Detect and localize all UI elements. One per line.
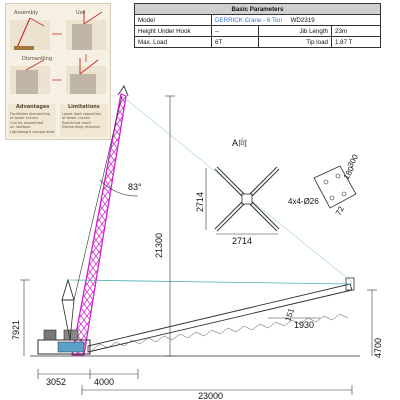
- assembly-label: Assembly: [14, 10, 39, 16]
- height-label: Height Under Hook: [135, 26, 212, 37]
- maxload-value: 6T: [212, 37, 259, 48]
- jib-segment-dimension: [268, 307, 320, 330]
- base-height-dimension: [11, 280, 30, 356]
- limitation-item: Restricted reach: [62, 120, 92, 125]
- model-value: DERRICK Crane - 6 Ton: [215, 16, 282, 24]
- advantage-item: of tower cranes: [10, 116, 39, 121]
- limitations-title: Limitations: [68, 104, 100, 110]
- use-label: Use: [76, 10, 86, 16]
- base-width-2-label: 4000: [94, 377, 115, 387]
- base-width-1-label: 3052: [46, 377, 67, 387]
- bolts-label: 4x4-Ø26: [288, 197, 319, 206]
- view-label: A向: [232, 138, 248, 148]
- view-width-label: 2714: [232, 236, 253, 246]
- model-code: WD2319: [290, 16, 315, 24]
- d72-label: 72: [333, 204, 346, 217]
- jib-small-label: 151: [283, 307, 297, 323]
- hook-height-dimension: [367, 290, 383, 358]
- jib: [88, 278, 354, 352]
- angle-label: 83°: [128, 182, 142, 192]
- bolt-detail: [288, 152, 360, 216]
- advantage-item: Can be assembled: [10, 120, 44, 125]
- height-label: 21300: [154, 232, 164, 258]
- advantage-item: Facilitates dismantling: [10, 112, 51, 116]
- model-label: Model: [135, 15, 212, 26]
- hook-height-label: 4700: [373, 337, 383, 358]
- dismantling-label: Dismantling: [22, 56, 53, 62]
- bottom-dimensions: [38, 369, 352, 400]
- d300-label: 300: [345, 152, 361, 169]
- height-dimension: [154, 96, 175, 356]
- limitation-item: Lower load capacities: [62, 112, 101, 116]
- limitation-item: of tower cranes: [62, 116, 91, 121]
- d180-label: 180: [341, 164, 357, 181]
- height-value: --: [212, 26, 259, 37]
- advantage-item: on rooftops: [10, 125, 31, 130]
- advantages-title: Advantages: [16, 104, 50, 110]
- view-height-label: 2714: [195, 191, 205, 212]
- jib-value: 23m: [332, 26, 381, 37]
- advantage-item: Lightweight components: [10, 129, 55, 134]
- total-width-label: 23000: [198, 391, 224, 400]
- table-title: Basic Parameters: [135, 4, 381, 15]
- limitation-item: Dismantling required: [62, 125, 100, 130]
- mast: [72, 86, 128, 355]
- jib-segment-label: 1930: [294, 320, 315, 330]
- a-view-plan: [195, 137, 278, 246]
- base-height-label: 7921: [11, 319, 21, 340]
- jib-label: Jib Length: [259, 26, 332, 37]
- tipload-value: 1.87 T: [332, 37, 381, 48]
- maxload-label: Max. Load: [135, 37, 212, 48]
- tipload-label: Tip load: [259, 37, 332, 48]
